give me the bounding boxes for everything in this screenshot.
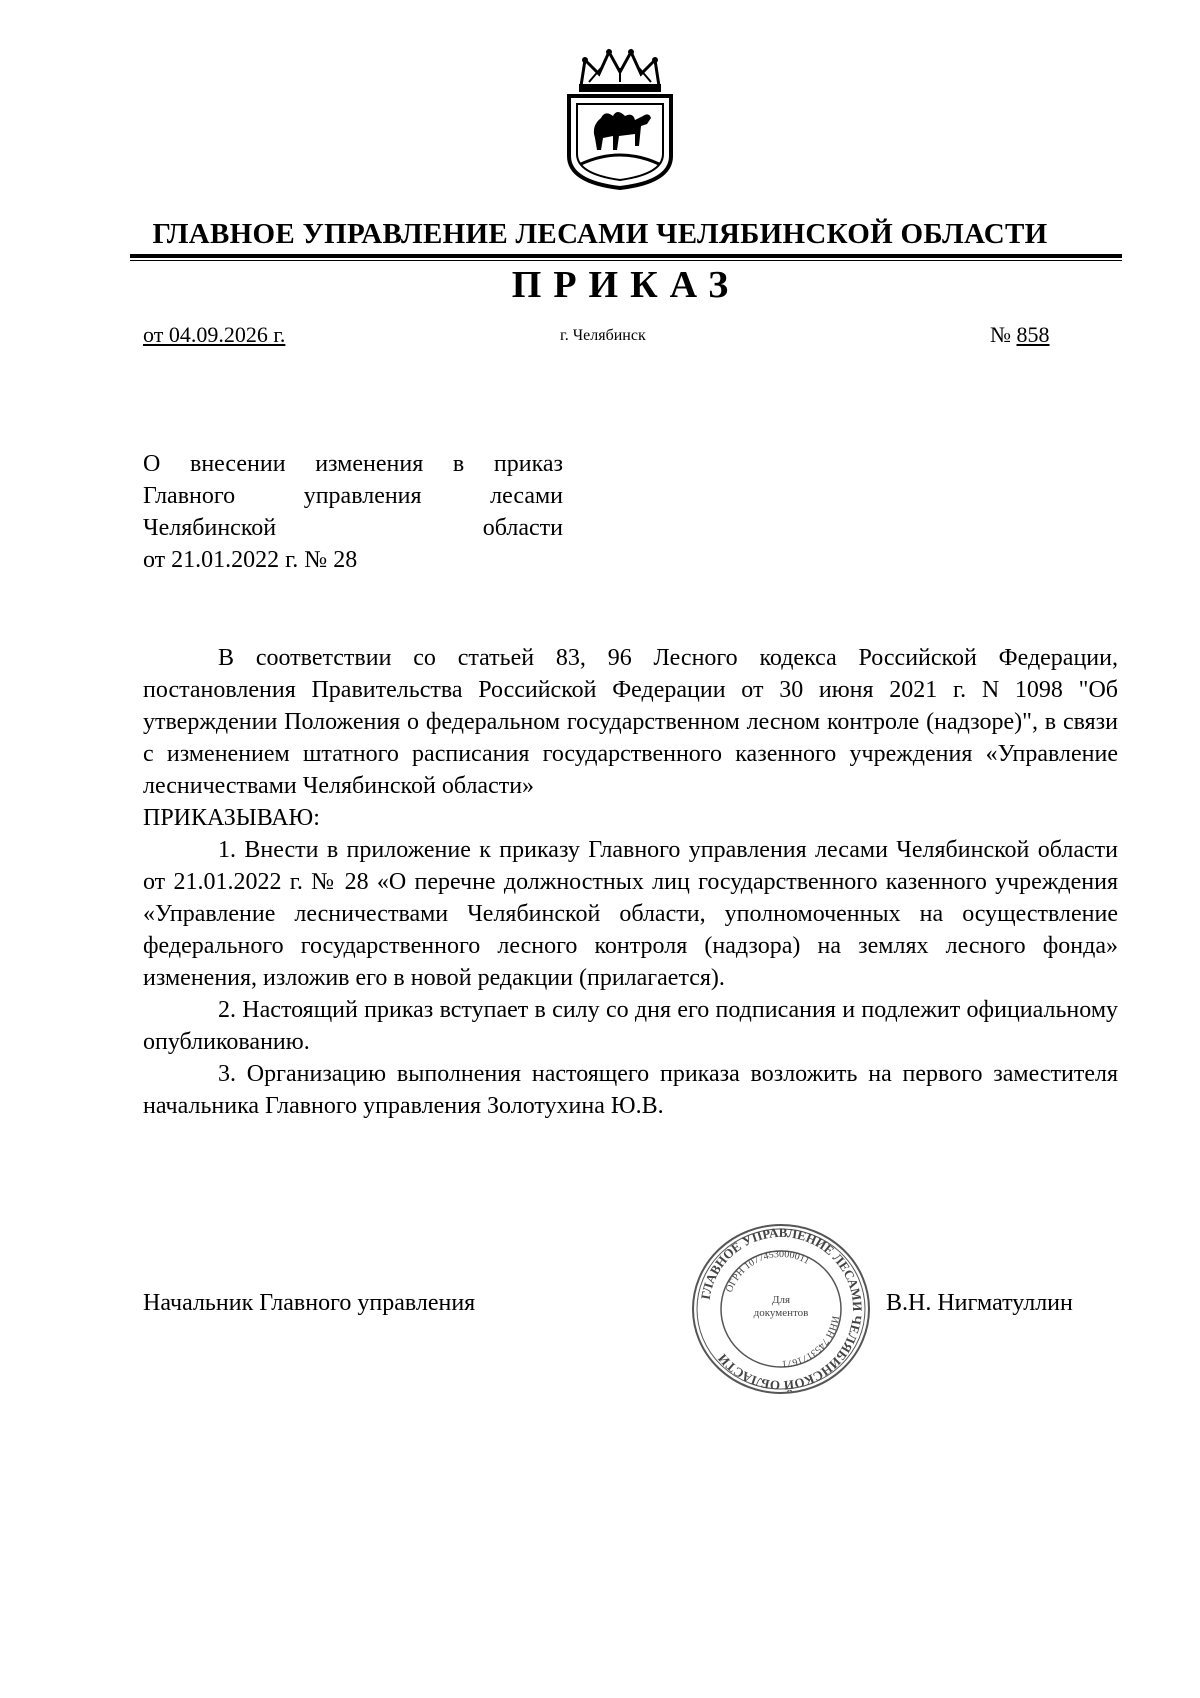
order-item: 2. Настоящий приказ вступает в силу со дня его подписания и подлежит официальному опубликованию. [143, 997, 1118, 1055]
seal-inn: ИНН 7453171671 [781, 1314, 841, 1370]
order-body [143, 642, 1118, 1122]
subject-line: от 21.01.2022 г. № 28 [143, 547, 358, 573]
organization-name: ГЛАВНОЕ УПРАВЛЕНИЕ ЛЕСАМИ ЧЕЛЯБИНСКОЙ ОБЛАСТИ [152, 218, 1048, 250]
seal-outer-text: ГЛАВНОЕ УПРАВЛЕНИЕ ЛЕСАМИ ЧЕЛЯБИНСКОЙ ОБЛАСТИ [697, 1224, 866, 1394]
order-item: 3. Организацию выполнения настоящего приказа возложить на первого заместителя начальника Главного управления Золотухина Ю.В. [143, 1061, 1118, 1119]
order-item: 1. Внести в приложение к приказу Главного управления лесами Челябинской области от 21.01.2022 г. № 28 «О перечне должностных лиц государственного казенного учреждения «Управление лесничествами Челябинской области, уполномоченных на осуществление федерального государственного лесного контроля (надзора) на землях лесного фонда» изменения, изложив его в новой редакции (прилагается). [143, 837, 1118, 991]
order-city: г. Челябинск [560, 327, 646, 344]
signatory-name: В.Н. Нигматуллин [886, 1290, 1073, 1316]
document-type: ПРИКАЗ [511, 264, 741, 306]
order-subject [143, 448, 563, 576]
header-divider-thin [130, 260, 1122, 261]
order-number [990, 322, 1050, 348]
order-number-prefix: № [990, 322, 1011, 347]
signatory-title: Начальник Главного управления [143, 1290, 476, 1316]
preamble-paragraph: В соответствии со статьей 83, 96 Лесного кодекса Российской Федерации, постановления Правительства Российской Федерации от 30 июня 2021 г. N 1098 "Об утверждении Положения о федеральном государственном лесном контроле (надзоре)", в связи с изменением штатного расписания государственного казенного учреждения «Управление лесничествами Челябинской области» [143, 645, 1118, 799]
round-seal-icon [687, 1220, 875, 1398]
order-directive: ПРИКАЗЫВАЮ: [143, 805, 320, 831]
seal-center-text: Для документов [753, 1294, 809, 1319]
subject-line: О внесении изменения в приказ [143, 451, 563, 477]
header-divider [130, 254, 1122, 258]
seal-ogrn: ОГРН 1077453000011 [724, 1248, 812, 1295]
order-number-value: 858 [1016, 322, 1050, 347]
order-date: от 04.09.2026 г. [143, 322, 286, 347]
subject-line: Главного управления лесами [143, 483, 563, 509]
subject-line: Челябинской области [143, 515, 563, 541]
coat-of-arms-icon [561, 46, 679, 191]
